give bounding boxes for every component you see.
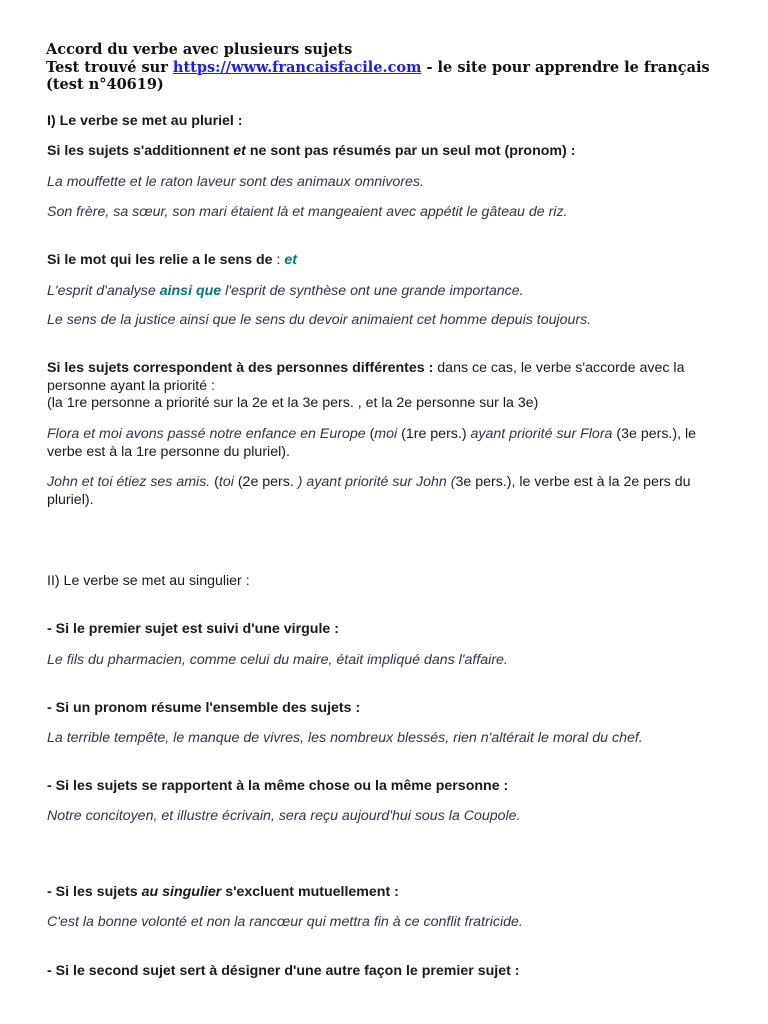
rule-second-sujet: - Si le second sujet sert à désigner d'une autre façon le premier sujet :: [47, 963, 520, 979]
rule-et: et: [233, 143, 246, 159]
example-text: toi: [218, 474, 234, 490]
example-text: 3e pers.), le verbe est à la 2e pers du pluriel).: [47, 474, 691, 508]
example-text: John et toi étiez ses amis.: [47, 474, 211, 490]
title-line1: Accord du verbe avec plusieurs sujets: [46, 41, 353, 58]
rule-addition: [47, 143, 727, 161]
rule-text: ne sont pas résumés par un seul mot (pronom) :: [245, 143, 576, 159]
rule-colon: :: [272, 252, 285, 268]
title-prefix: Test trouvé sur: [46, 58, 173, 76]
rule-text: Si les sujets correspondent à des personnes différentes :: [47, 360, 434, 376]
example-flora: [47, 426, 727, 461]
example-volonte: C'est la bonne volonté et non la rancœur qui mettra fin à ce conflit fratricide.: [47, 914, 523, 930]
example-text: ayant priorité sur Flora: [470, 426, 613, 442]
document-title: [46, 41, 736, 94]
example-text: L'esprit d'analyse: [47, 283, 160, 299]
example-text: l'esprit de synthèse ont une grande importance.: [221, 283, 524, 299]
rule-exclusion: [47, 884, 727, 902]
example-esprit: [47, 283, 727, 301]
rule-text: - Si les sujets: [47, 884, 142, 900]
example-text: (2e pers.: [233, 474, 298, 490]
rule-priority-note: (la 1re personne a priorité sur la 2e et la 3e pers. , et la 2e personne sur la 3e): [47, 395, 539, 411]
rule-meme-chose: - Si les sujets se rapportent à la même chose ou la même personne :: [47, 778, 509, 794]
rule-text: Si les sujets s'additionnent: [47, 143, 234, 159]
section2-heading: II) Le verbe se met au singulier :: [47, 573, 250, 589]
example-concitoyen: Notre concitoyen, et illustre écrivain, sera reçu aujourd'hui sous la Coupole.: [47, 808, 521, 824]
document-header: [46, 41, 736, 94]
example-tempete: La terrible tempête, le manque de vivres, les nombreux blessés, rien n'altérait le moral du chef.: [47, 730, 643, 746]
example-text: (: [210, 474, 219, 490]
rule-relie: [47, 252, 727, 270]
rule-et-highlight: et: [284, 252, 297, 268]
example-text: moi: [374, 426, 398, 442]
example-mouffette: La mouffette et le raton laveur sont des animaux omnivores.: [47, 174, 424, 190]
rule-personnes: [47, 360, 727, 413]
example-frere: Son frère, sa sœur, son mari étaient là et mangeaient avec appétit le gâteau de riz.: [47, 204, 568, 220]
rule-text: Si le mot qui les relie a le sens de: [47, 252, 273, 268]
example-text: ) ayant priorité sur John (: [297, 474, 456, 490]
source-link[interactable]: https://www.francaisfacile.com: [172, 58, 422, 76]
section1-heading: I) Le verbe se met au pluriel :: [47, 113, 243, 129]
example-text: (3e pers.), le verbe est à la 1re personne du pluriel).: [47, 426, 697, 460]
rule-virgule: - Si le premier sujet est suivi d'une virgule :: [47, 621, 339, 637]
example-text: (1re pers.): [397, 426, 471, 442]
rule-text: s'excluent mutuellement :: [221, 884, 399, 900]
example-pharmacien: Le fils du pharmacien, comme celui du maire, était impliqué dans l'affaire.: [47, 652, 508, 668]
rule-text-italic: au singulier: [141, 884, 222, 900]
title-suffix: - le site pour apprendre le français (test n°40619): [46, 58, 710, 93]
rule-pronom: - Si un pronom résume l'ensemble des sujets :: [47, 700, 361, 716]
example-john: [47, 474, 727, 509]
ainsi-que-highlight: ainsi que: [159, 283, 222, 299]
example-text: Flora et moi avons passé notre enfance en Europe: [47, 426, 366, 442]
example-justice: Le sens de la justice ainsi que le sens du devoir animaient cet homme depuis toujours.: [47, 312, 592, 328]
rule-text: dans ce cas, le verbe s'accorde avec la personne ayant la priorité :: [47, 360, 685, 394]
example-text: (: [365, 426, 375, 442]
